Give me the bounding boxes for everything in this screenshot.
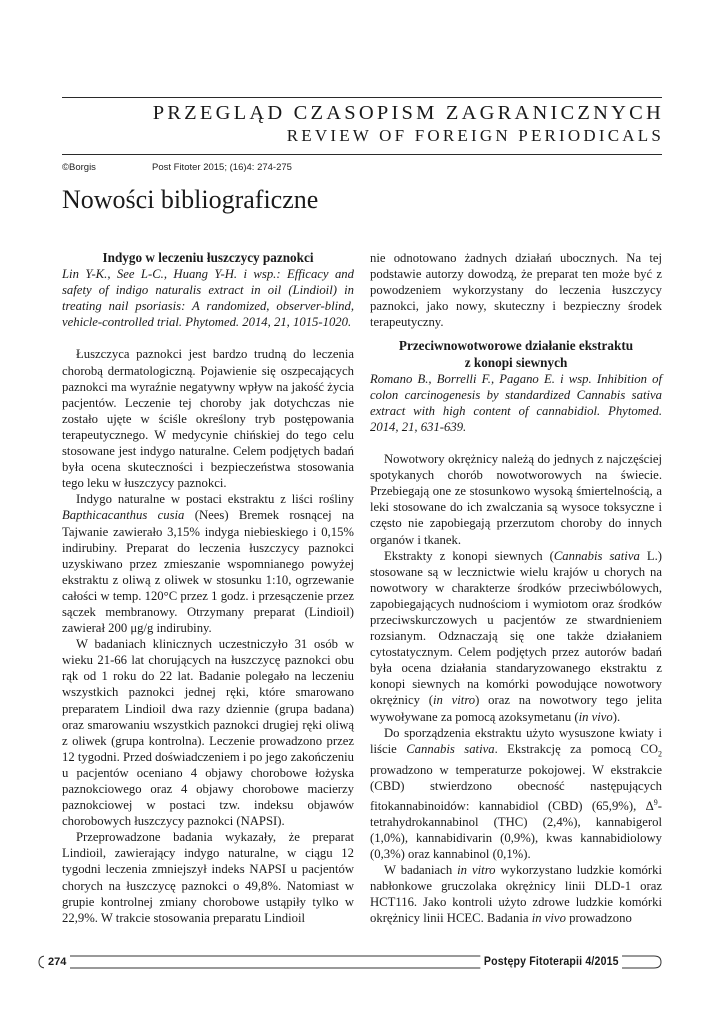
article-2-title-line-2: z konopi siewnych xyxy=(464,354,568,370)
article-1-reference: Lin Y-K., See L-C., Huang Y-H. i wsp.: Efficacy and safety of indigo naturalis extract in oil (Lindioil) in treating nail psoriasis: A randomized, observer-blind, vehicle-controlled trial. Phytomed. 2014, 21, 1015-1020. xyxy=(62,267,354,330)
page-number: 274 xyxy=(44,954,70,970)
article-1-paragraph-1: Łuszczyca paznokci jest bardzo trudną do leczenia chorobą dermatologiczną. Pojawienie się oszpecających paznokci ma wyraźnie negatywny wpływ na jakość życia pacjentów. Leczenie tej choroby jak dotychczas nie zostało ujęte w ściśle określony tryb postępowania terapeutycznego. W medycynie chińskiej do tego celu stosowane jest indygo naturalne. Celem podjętych badań była ocena skuteczności i bezpieczeństwa stosowania tego leku w łuszczycy paznokci. xyxy=(62,347,354,491)
species-name: Bapthicacanthus cusia xyxy=(62,508,185,523)
section-title-polish: PRZEGLĄD CZASOPISM ZAGRANICZNYCH xyxy=(152,102,664,124)
journal-name: Postępy Fitoterapii 4/2015 xyxy=(480,952,622,970)
article-1-paragraph-2: Indygo naturalne w postaci ekstraktu z liści rośliny Bapthicacanthus cusia (Nees) Bremek rosnącej na Tajwanie zawierało 3,15% indyga niebieskiego i 0,15% indirubiny. Preparat do leczenia łuszczycy paznokci uzyskiwano przez zmieszanie wspomnianego powyżej ekstraktu z oliwą z oliwek w stosunku 1:10, ogrzewanie całości w temp. 120°C przez 1 godz. i przesączenie przez sączek membranowy. Otrzymany preparat (Lindioil) zawierał 200 μg/g indirubiny. xyxy=(62,492,354,636)
article-1-paragraph-3: W badaniach klinicznych uczestniczyło 31 osób w wieku 21-66 lat chorujących na łuszczycę paznokci obu rąk od 1 roku do 22 lat. Badanie polegało na leczeniu wszystkich paznokci jednej ręki, które smarowano preparatem Lindioil dwa razy dziennie (grupa badana) oraz smarowaniu wszystkich paznokci drugiej ręki oliwą z oliwek (grupa kontrolna). Leczenie prowadzono przez 12 tygodni. Przed doświadczeniem i po jego zakończeniu u pacjentów oceniano 4 objawy chorobowe łożyska paznokciowego oraz 4 objawy chorobowe macierzy paznokciowej w postaci tzw. indeksu objawów chorobowych łuszczycy paznokci (NAPSI). xyxy=(62,637,354,829)
publisher-label: ©Borgis xyxy=(62,162,96,173)
right-column xyxy=(370,250,662,927)
article-1-title: Indygo w leczeniu łuszczycy paznokci xyxy=(102,250,314,265)
article-2-paragraph-2: Ekstrakty z konopi siewnych (Cannabis sativa L.) stosowane są w lecznictwie wielu krajów u chorych na nowotwory w charakterze środków przeciwbólowych, zapobiegających nudnościom i wymiotom oraz środków przeciwskurczowych u pacjentów ze stwardnieniem rozsianym. Odznaczają się one także działaniem cytostatycznym. Celem podjętych przez autorów badań była ocena działania standaryzowanego ekstraktu z konopi siewnych na komórki powodujące nowotwory okrężnicy (in vitro) oraz na nowotwory tego jelita wywoływane za pomocą azoksymetanu (in vivo). xyxy=(370,548,662,724)
page-title: Nowości bibliograficzne xyxy=(62,185,319,214)
article-2-paragraph-4: W badaniach in vitro wykorzystano ludzkie komórki nabłonkowe gruczolaka okrężnicy linii DLD-1 oraz HCT116. Jako kontroli użyto zdrowe ludzkie komórki okrężnicy linii HCEC. Badania in vivo prowadzono xyxy=(370,863,662,926)
article-2-reference: Romano B., Borrelli F., Pagano E. i wsp. Inhibition of colon carcinogenesis by standardized Cannabis sativa extract with high content of cannabidiol. Phytomed. 2014, 21, 631-639. xyxy=(370,371,662,434)
species-name: Cannabis sativa xyxy=(406,741,495,756)
article-2-paragraph-3: Do sporządzenia ekstraktu użyto wysuszone kwiaty i liście Cannabis sativa. Ekstrakcję za pomocą $CO_2$ prowadzono w temperaturze pokojowej. W ekstrakcie (CBD) stwierdzono obecność następujących fitokannabinoidów: kannabidiol (CBD) (65,9%), $\Delta^9$-tetrahydrokannabinol (THC) (2,4%), kannabigerol (1,0%), kannabidivarin (0,9%), kwas kannabidiolowy (0,3%) oraz kannabinol (0,1%). xyxy=(370,725,663,862)
header-top-rule xyxy=(62,97,662,98)
citation-label: Post Fitoter 2015; (16)4: 274-275 xyxy=(152,162,292,173)
article-1-paragraph-5: nie odnotowano żadnych działań ubocznych. Na tej podstawie autorzy dowodzą, że preparat ten może być z powodzeniem wykorzystany do leczenia łuszczycy paznokci, jako nowy, skuteczny i bezpieczny środek terapeutyczny. xyxy=(370,251,662,330)
article-2-paragraph-1: Nowotwory okrężnicy należą do jednych z najczęściej spotykanych chorób nowotworowych na świecie. Przebiegają one ze stosunkowo wysoką śmiertelnością, a leki stosowane do ich zwalczania są wysoce toksyczne i często nie zapobiegają przerzutom choroby do innych organów i tkanek. xyxy=(370,452,662,547)
left-column xyxy=(62,250,354,926)
article-2-title-line-1: Przeciwnowotworowe działanie ekstraktu xyxy=(398,338,634,354)
section-title-english: REVIEW OF FOREIGN PERIODICALS xyxy=(286,126,664,145)
species-name: Cannabis sativa xyxy=(553,548,640,563)
article-2-title xyxy=(370,338,662,370)
article-1-paragraph-4: Przeprowadzone badania wykazały, że preparat Lindioil, zawierający indygo naturalne, w ciągu 12 tygodni leczenia zmniejszył indeks NAPSI u pacjentów chorych na łuszczycę paznokci o 49,8%. Natomiast w grupie kontrolnej zmiany chorobowe ustąpiły tylko w 22,9%. W trakcie stosowania preparatu Lindioil xyxy=(62,830,354,925)
header-bottom-rule xyxy=(62,154,662,155)
